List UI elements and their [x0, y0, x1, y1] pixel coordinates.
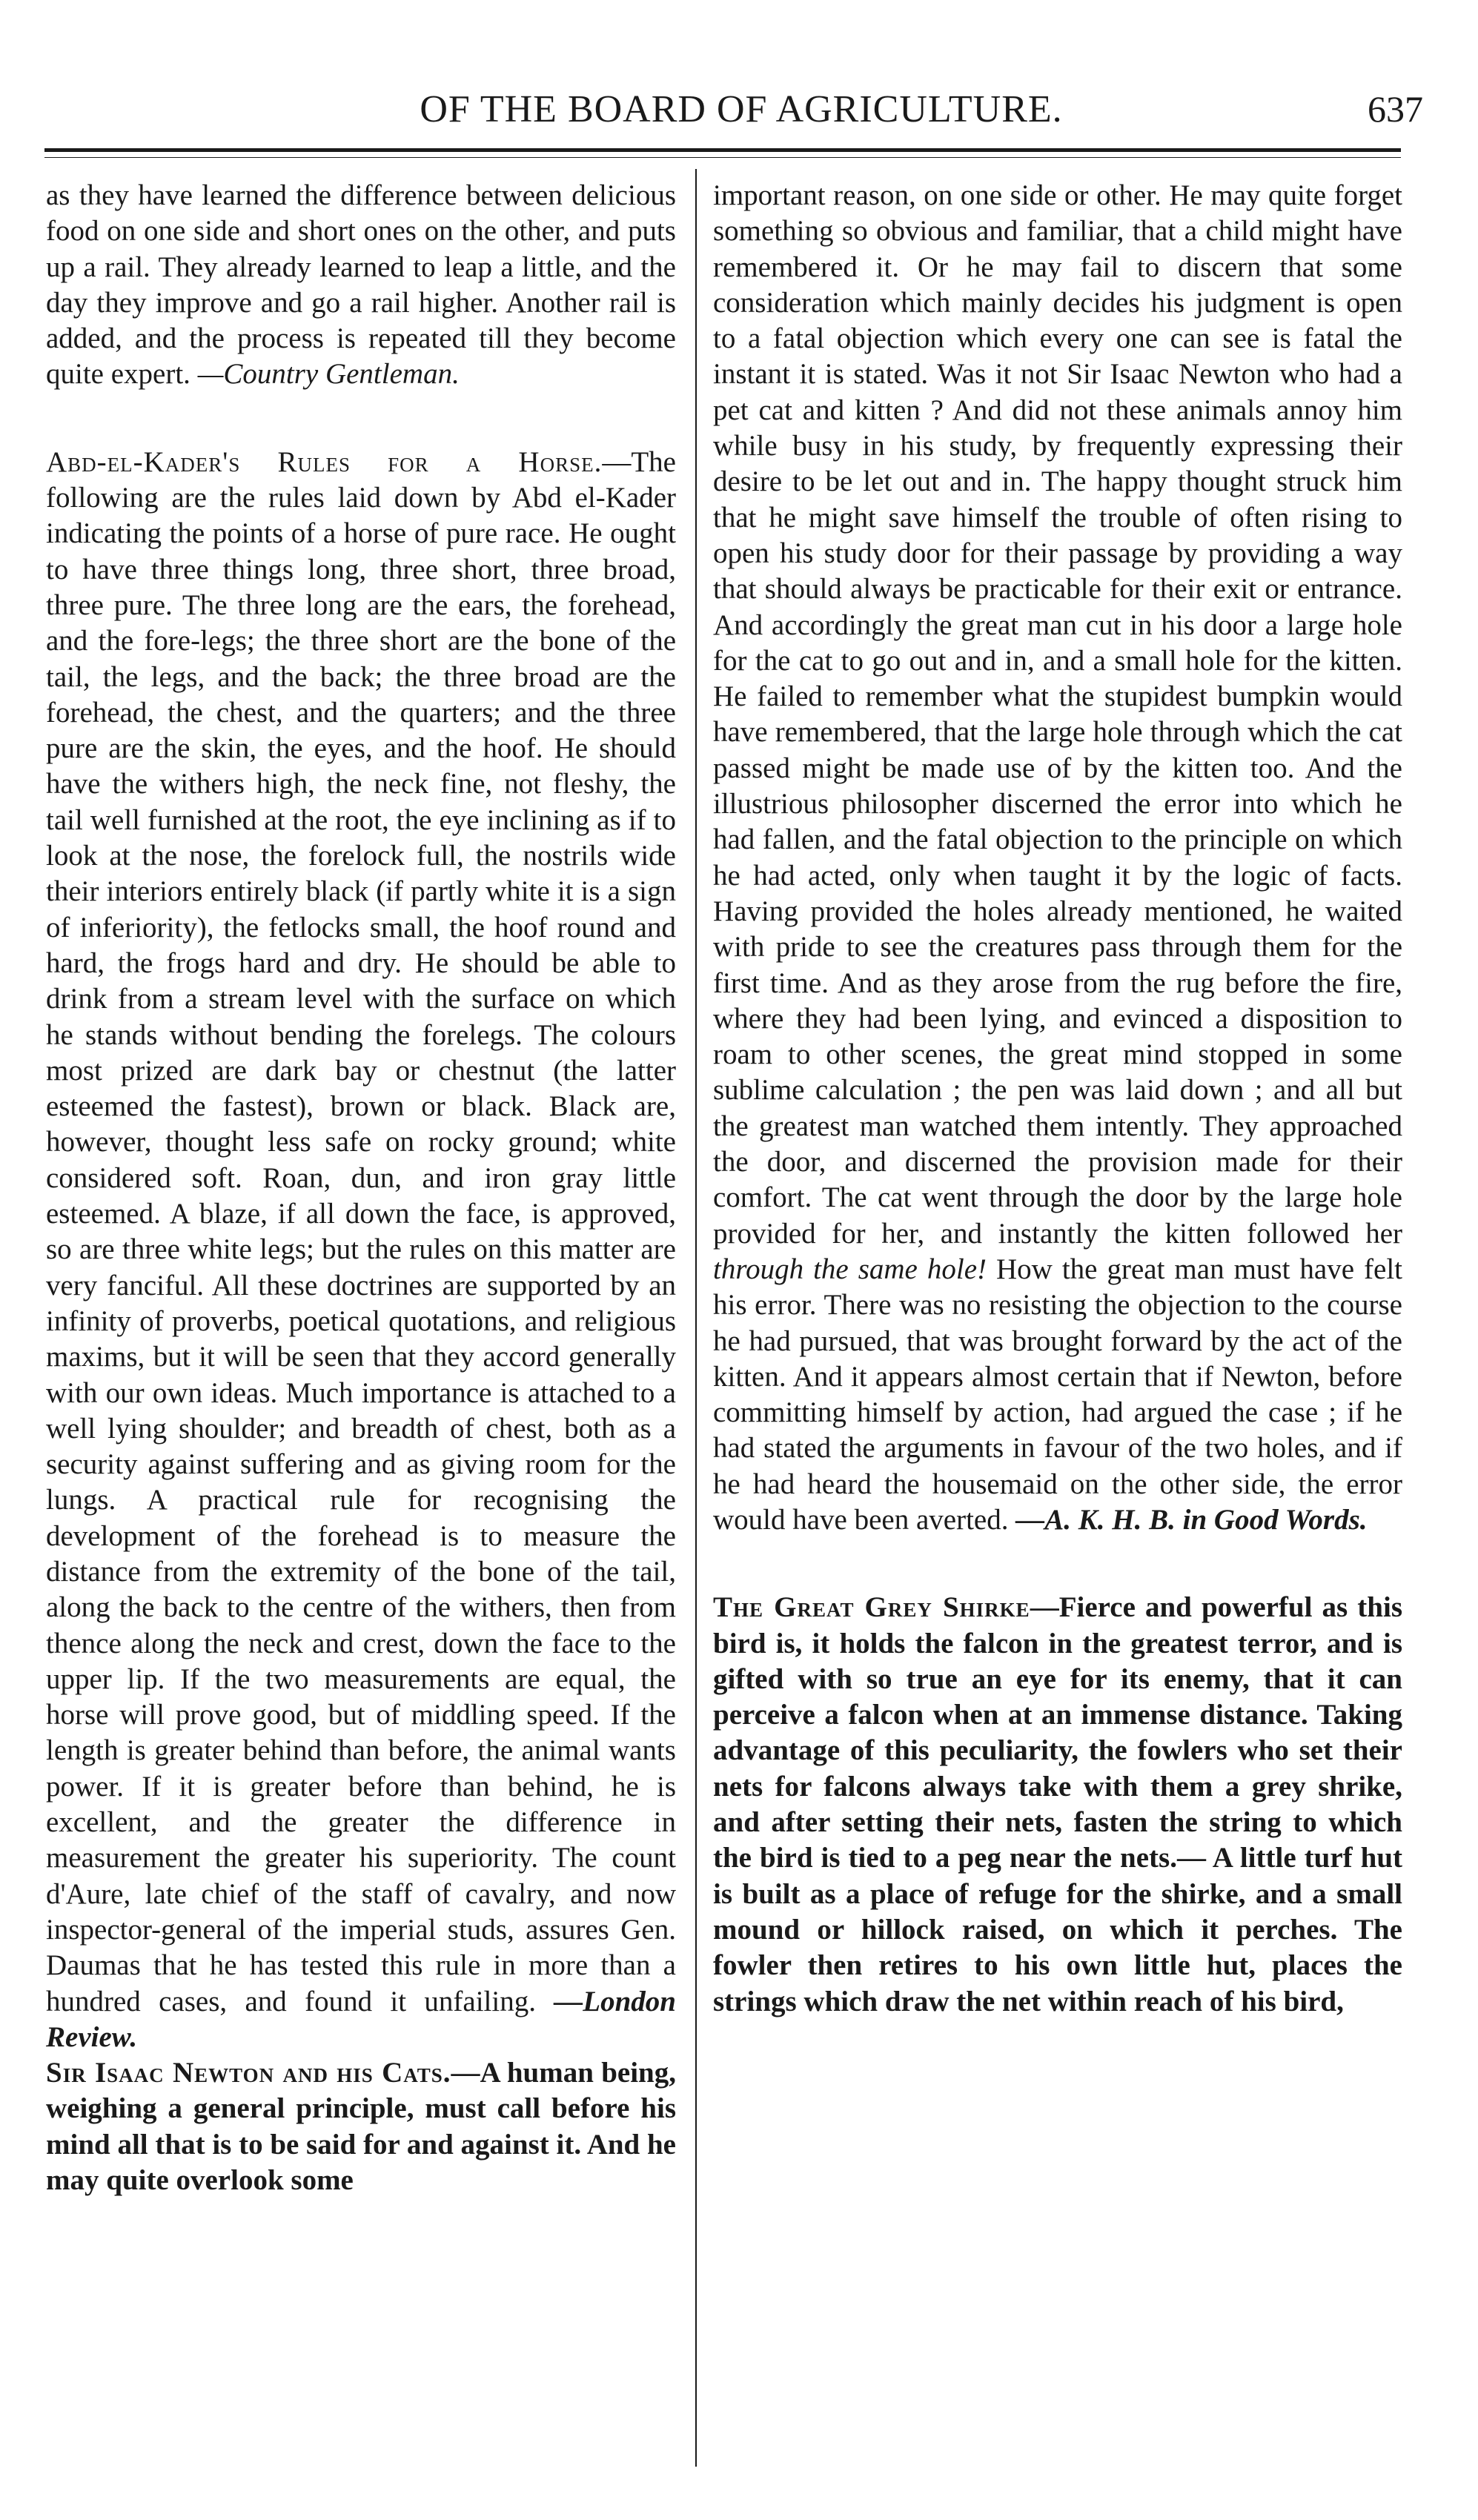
article-heading: The Great Grey Shirke — [713, 1591, 1030, 1624]
source-citation: —Country Gentleman. — [197, 358, 460, 391]
paragraph-text: How the great man must have felt his error. There was no resisting the objection to the course he had pursued, that was brought forward by the act of the kitten. And it appears almost certain that if Newton, before committing himself by action, had argued the case ; if he had stated the arguments in favour of the two holes, and if he had heard the housemaid on the other side, the error would have been averted. — [713, 1253, 1402, 1536]
source-citation: —A. K. H. B. in Good Words. — [1015, 1503, 1368, 1536]
header-rule-thin — [44, 157, 1401, 158]
left-column — [46, 178, 676, 2198]
page-number: 637 — [1368, 88, 1423, 130]
paragraph-newton-cats-cont — [713, 178, 1402, 1538]
paragraph-grey-shirke — [713, 1590, 1402, 2020]
column-divider — [695, 169, 697, 2467]
paragraph-text: —Fierce and powerful as this bird is, it holds the falcon in the greatest terror, and is gifted with so true an eye for its enemy, that it can perceive a falcon when at an immense distance. Taking advantage of this peculiarity, the fowlers who set their nets for falcons always take with them a grey shrike, and after setting their nets, fasten the string to which the bird is tied to a peg near the nets.— A little turf hut is built as a place of refuge for the shirke, and a small mound or hillock raised, on which it perches. The fowler then retires to his own little hut, places the strings which draw the net within reach of his bird, — [713, 1591, 1402, 2017]
page-header — [44, 82, 1438, 133]
paragraph-horse-rules — [46, 445, 676, 2055]
paragraph-text: important reason, on one side or other. He may quite forget something so obvious and familiar, that a child might have remembered it. Or he may fail to discern that some consideration which mainly decides his judgment is open to a fatal objection which every one can see is fatal the instant it is stated. Was it not Sir Isaac Newton who had a pet cat and kitten ? And did not these animals annoy him while busy in his study, by frequently expressing their desire to be let out and in. The happy thought struck him that he might save himself the trouble of often rising to open his study door for their passage by providing a way that should always be practicable for their exit or entrance. And accordingly the great man cut in his door a large hole for the cat to go out and in, and a small hole for the kitten. He failed to remember what the stupidest bumpkin would have remembered, that the large hole through which the cat passed might be made use of by the kitten too. And the illustrious philosopher discerned the error into which he had fallen, and the fatal objection to the principle on which he had acted, only when taught it by the logic of facts. Having provided the holes already mentioned, he waited with pride to see the creatures pass through them for the first time. And as they arose from the rug before the fire, where they had been lying, and evinced a disposition to roam to other scenes, the great mind stopped in some sublime calculation ; the pen was laid down ; and all but the greatest man watched them intently. They approached the door, and discerned the provision made for their comfort. The cat went through the door by the large hole provided for her, and instantly the kitten followed her — [713, 179, 1402, 1250]
paragraph-newton-cats-start — [46, 2055, 676, 2198]
running-head: OF THE BOARD OF AGRICULTURE. — [420, 88, 1063, 130]
paragraph-text: as they have learned the difference between delicious food on one side and short ones on the other, and puts up a rail. They already learned to leap a little, and the day they improve and go a rail higher. Another rail is added, and the process is repeated till they become quite expert. — [46, 179, 676, 391]
paragraph-text: —The following are the rules laid down by Abd el-Kader indicating the points of a horse of pure race. He ought to have three things long, three short, three broad, three pure. The three long are the ears, the forehead, and the fore-legs; the three short are the bone of the tail, the legs, and the back; the three broad are the forehead, the chest, and the quarters; and the three pure are the skin, the eyes, and the hoof. He should have the withers high, the neck fine, not fleshy, the tail well furnished at the root, the eye inclining as if to look at the nose, the forelock full, the nostrils wide their interiors entirely black (if partly white it is a sign of inferiority), the fetlocks small, the hoof round and hard, the frogs hard and dry. He should be able to drink from a stream level with the surface on which he stands without bending the forelegs. The colours most prized are dark bay or chestnut (the latter esteemed the fastest), brown or black. Black are, however, thought less safe on rocky ground; white considered soft. Roan, dun, and iron gray little esteemed. A blaze, if all down the face, is approved, so are three white legs; but the rules on this matter are very fanciful. All these doctrines are supported by an infinity of proverbs, poetical quotations, and religious maxims, but it will be seen that they accord generally with our own ideas. Much importance is attached to a well lying shoulder; and breadth of chest, both as a security against suffering and as giving room for the lungs. A practical rule for recognising the development of the forehead is to measure the distance from the extremity of the bone of the tail, along the back to the centre of the withers, then from thence along the neck and crest, down the face to the upper lip. If the two measurements are equal, the horse will prove good, but of middling speed. If the length is greater behind than before, the animal wants power. If it is greater before than behind, he is excellent, and the greater the difference in measurement the greater his superiority. The count d'Aure, late chief of the staff of cavalry, and now inspector-general of the imperial studs, assures Gen. Daumas that he has tested this rule in more than a hundred cases, and found it unfailing. — [46, 445, 676, 2017]
emphasis-text: through the same hole! — [713, 1253, 987, 1285]
source-citation: —London Review. — [46, 1985, 676, 2053]
article-heading: Abd-el-Kader's Rules for a Horse. — [46, 445, 603, 478]
paragraph-rail-training — [46, 178, 676, 393]
article-heading: Sir Isaac Newton and his Cats. — [46, 2057, 451, 2089]
paragraph-text: —A human being, weighing a general principle, must call before his mind all that is to be said for and against it. And he may quite overlook some — [46, 2057, 676, 2197]
right-column — [713, 178, 1402, 2020]
header-rule — [44, 148, 1401, 152]
